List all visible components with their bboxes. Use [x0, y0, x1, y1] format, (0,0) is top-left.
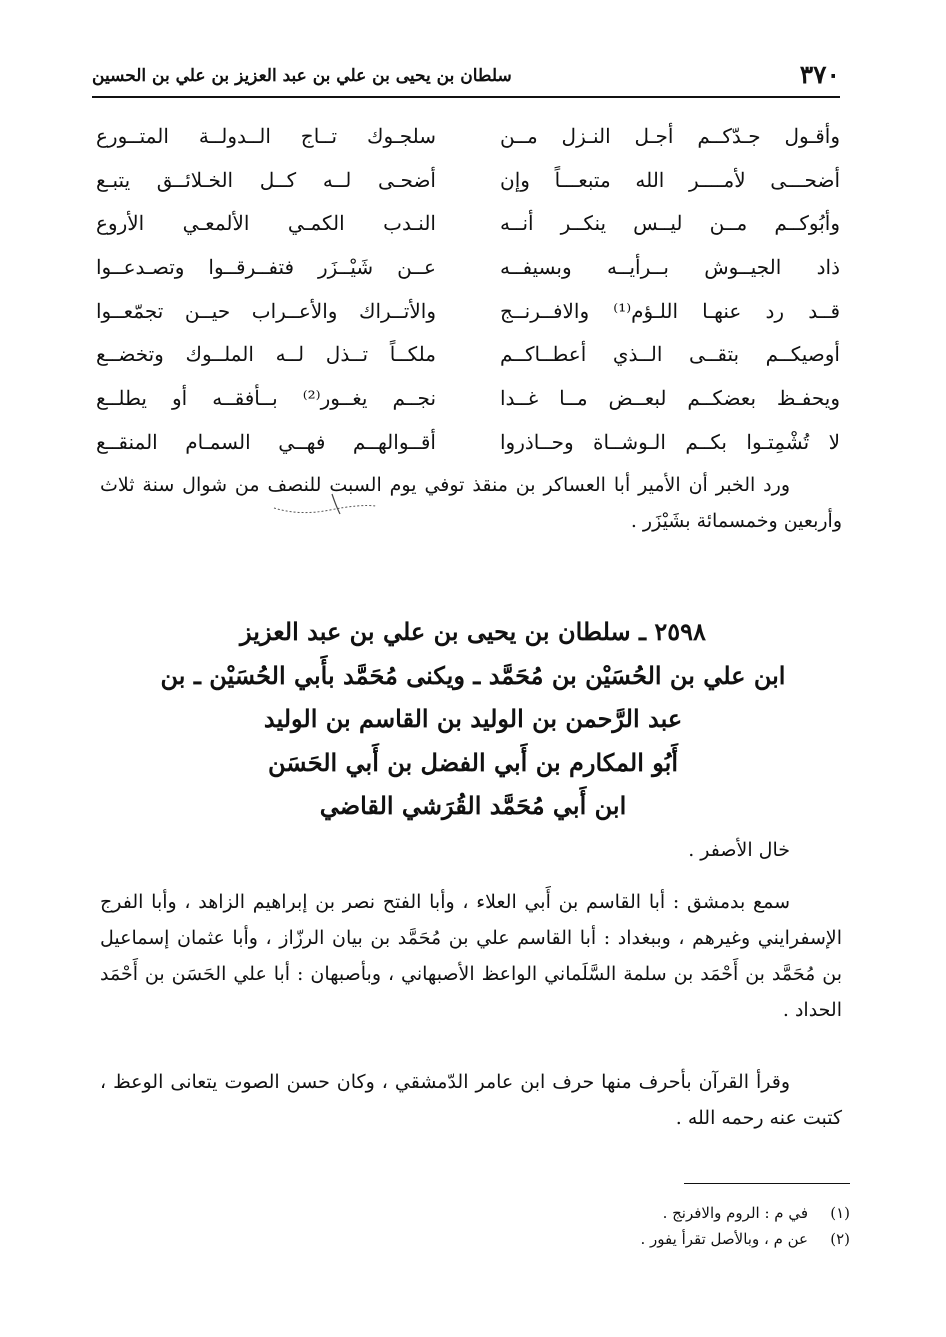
footnote-number: (١): [830, 1204, 850, 1222]
verse-first-hemistich: ويحفـظ بعضكــم لبعــض مــا غــدا: [500, 386, 840, 411]
poem-verse: [96, 291, 840, 335]
verse-second-hemistich: النـدب الكمـي الألمعـي الأروع: [96, 211, 436, 236]
biography-paragraph-1: [100, 884, 842, 1028]
footnote: [110, 1200, 850, 1226]
verse-first-hemistich: لا تُشْمِتـوا بكــم الـوشــاة وحــاذروا: [500, 429, 840, 454]
verse-first-hemistich: وأقـول جـدّكــم أجـل النـزل مــن: [500, 124, 840, 148]
verse-first-hemistich: وأبُوكــم مــن ليــس ينكــر أنــه: [500, 211, 840, 236]
death-note-text: ورد الخبر أن الأمير أبا العساكر بن منقذ توفي يوم السبت للنصف من شوال سنة ثلاث وأربعين وخمسمائة بشَيْزَر .: [100, 474, 842, 532]
footnote-text: عن م ، وبالأصل تقرأ يفور .: [640, 1230, 808, 1248]
running-title: سلطان بن يحيى بن علي بن عبد العزيز بن علي بن الحسين: [92, 66, 512, 86]
biography-heading-line: عبد الرَّحمن بن الوليد بن القاسم بن الوليد: [263, 704, 683, 733]
ink-smudge-mark: [270, 488, 380, 518]
poem-verse: [96, 160, 840, 204]
footnote-text: في م : الروم والافرنج .: [662, 1204, 808, 1222]
verse-second-hemistich: نجــم يغــور⁽²⁾ بــأفقــه أو يطلــع: [96, 386, 437, 411]
poem-verse: [96, 203, 840, 247]
footnote: [110, 1226, 850, 1252]
verse-second-hemistich: أضحـى لــه كــل الخـلائــق يتبـع: [96, 167, 436, 192]
biography-heading-line: ابن علي بن الحُسَيْن بن مُحَمَّد ـ ويكنى مُحَمَّد بأَبي الحُسَيْن ـ بن: [160, 660, 786, 690]
verse-second-hemistich: ملكــاً تــذل لــه الملــوك وتخضــع: [96, 342, 436, 367]
poem-verse: [96, 116, 840, 160]
footnotes: [110, 1200, 850, 1252]
biography-heading-line: ٢٥٩٨ ـ سلطان بن يحيى بن علي بن عبد العزيز: [240, 617, 706, 646]
biography-heading: [150, 610, 796, 828]
biography-paragraph-text: وقرأ القرآن بأحرف منها حرف ابن عامر الدّمشقي ، وكان حسن الصوت يتعانى الوعظ ، كتبت عنه رحمه الله .: [100, 1071, 842, 1129]
page-header: [92, 58, 840, 98]
poem-verse: [96, 247, 840, 291]
biography-intro: [100, 832, 842, 868]
verse-second-hemistich: والأتــراك والأعــراب حيــن تجمّعــوا: [96, 298, 436, 323]
verse-first-hemistich: ذاد الجيــوش بــرأيــه وبسيفــه: [500, 255, 840, 280]
poem-verse: [96, 422, 840, 466]
footnote-separator: [684, 1183, 850, 1184]
poem: [96, 116, 840, 466]
death-note: [100, 467, 842, 539]
verse-first-hemistich: قــد رد عنهـا اللـؤم⁽¹⁾ والافــرنــج: [500, 298, 840, 323]
verse-first-hemistich: أوصيكــم بتقــى الــذي أعطــاكــم: [500, 342, 840, 367]
page-number: ٣٧٠: [799, 60, 840, 89]
biography-heading-line: ابن أَبي مُحَمَّد القُرَشي القاضي: [319, 791, 627, 820]
biography-paragraph-2: [100, 1064, 842, 1136]
biography-paragraph-text: سمع بدمشق : أبا القاسم بن أَبي العلاء ، وأبا الفتح نصر بن إبراهيم الزاهد ، وأبا الفرج الإسفرايني وغيرهم ، وببغداد : أبا القاسم علي بن مُحَمَّد بن بيان الرزّاز ، وأبا عثمان إسماعيل بن مُحَمَّد بن أَحْمَد بن سلمة السَّلَماني الواعظ الأصبهاني ، وبأصبهان : أبا علي الحَسَن بن أَحْمَد الحداد .: [100, 891, 842, 1021]
footnote-number: (٢): [830, 1230, 850, 1248]
verse-second-hemistich: عــن شَيْــزَر فتفــرقــوا وتصـدعــوا: [96, 255, 436, 280]
biography-heading-line: أَبُو المكارم بن أَبي الفضل بن أَبي الحَسَن: [268, 747, 678, 777]
biography-intro-text: خال الأصفر .: [688, 839, 790, 861]
verse-second-hemistich: أقــوالهــم فهــي السمـام المنقــع: [96, 429, 436, 454]
verse-second-hemistich: سلجـوك تــاج الــدولــة المتــورع: [96, 124, 436, 148]
verse-first-hemistich: أضحـــى لأمــــر الله متبعـــاً وإن: [500, 167, 840, 192]
poem-verse: [96, 378, 840, 422]
poem-verse: [96, 334, 840, 378]
